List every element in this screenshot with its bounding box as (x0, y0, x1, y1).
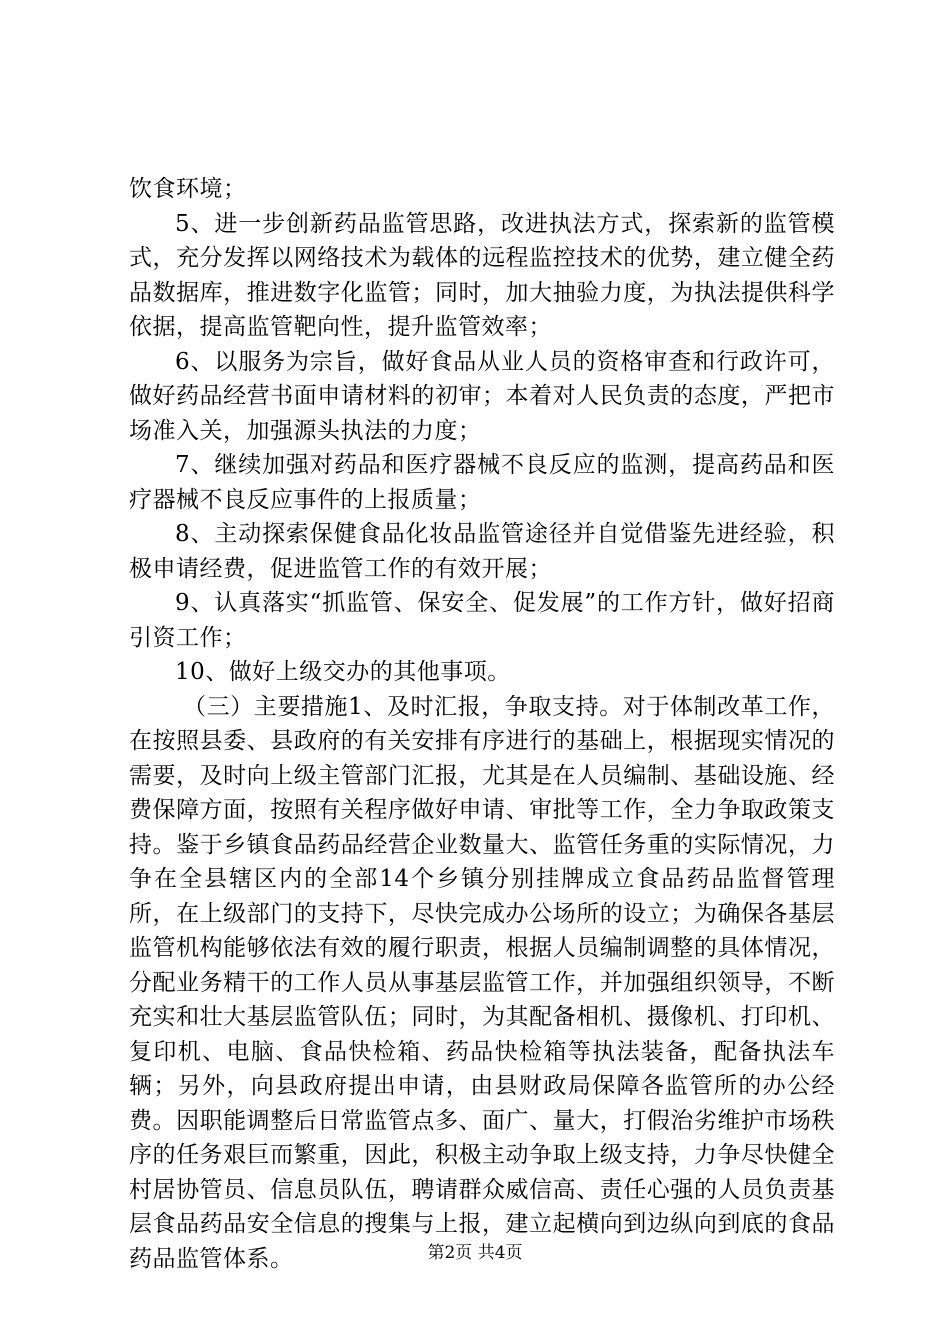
paragraph-main-measures: （三）主要措施1、及时汇报，争取支持。对于体制改革工作，在按照县委、县政府的有关安排有序进行的基础上，根据现实情况的需要，及时向上级主管部门汇报，尤其是在人员编制、基础设施、经费保障方面，按照有关程序做好申请、审批等工作，全力争取政策支持。鉴于乡镇食品药品经营企业数量大、监管任务重的实际情况，力争在全县辖区内的全部14个乡镇分别挂牌成立食品药品监督管理所，在上级部门的支持下，尽快完成办公场所的设立；为确保各基层监管机构能够依法有效的履行职责，根据人员编制调整的具体情况，分配业务精干的工作人员从事基层监管工作，并加强组织领导，不断充实和壮大基层监管队伍；同时，为其配备相机、摄像机、打印机、复印机、电脑、食品快检箱、药品快检箱等执法装备，配备执法车辆；另外，向县政府提出申请，由县财政局保障各监管所的办公经费。因职能调整后日常监管点多、面广、量大，打假治劣维护市场秩序的任务艰巨而繁重，因此，积极主动争取上级支持，力争尽快健全村居协管员、信息员队伍，聘请群众威信高、责任心强的人员负责基层食品药品安全信息的搜集与上报，建立起横向到边纵向到底的食品药品监管体系。 (129, 693, 835, 1272)
paragraph-continuation: 饮食环境； (129, 176, 247, 202)
page-number-footer: 第2页 共4页 (427, 1243, 523, 1263)
paragraph-item-8: 8、主动探索保健食品化妆品监管途径并自觉借鉴先进经验，积极申请经费，促进监管工作的有效开展； (129, 521, 835, 582)
paragraph-item-7: 7、继续加强对药品和医疗器械不良反应的监测，提高药品和医疗器械不良反应事件的上报质量； (129, 452, 835, 513)
paragraph-item-10: 10、做好上级交办的其他事项。 (175, 659, 511, 685)
paragraph-item-5: 5、进一步创新药品监管思路，改进执法方式，探索新的监管模式，充分发挥以网络技术为载体的远程监控技术的优势，建立健全药品数据库，推进数字化监管；同时，加大抽验力度，为执法提供科学依据，提高监管靶向性，提升监管效率； (129, 210, 835, 340)
paragraph-item-9: 9、认真落实“抓监管、保安全、促发展”的工作方针，做好招商引资工作； (129, 590, 835, 651)
document-body (129, 172, 835, 1276)
paragraph-item-6: 6、以服务为宗旨，做好食品从业人员的资格审查和行政许可，做好药品经营书面申请材料的初审；本着对人民负责的态度，严把市场准入关，加强源头执法的力度； (129, 348, 835, 444)
